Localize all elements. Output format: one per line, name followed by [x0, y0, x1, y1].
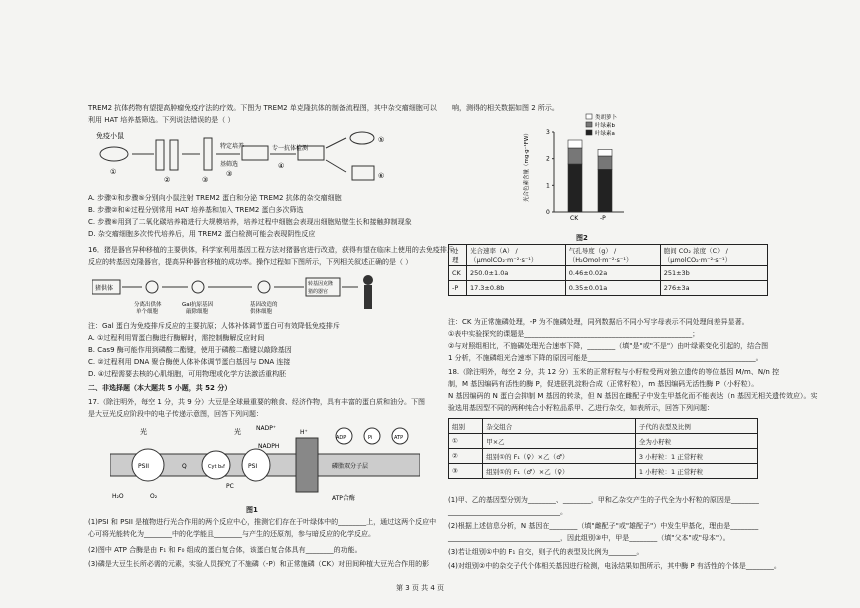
svg-text:特定培养: 特定培养 [220, 143, 245, 150]
svg-text:H₂O: H₂O [112, 493, 124, 500]
page-footer: 第 3 页 共 4 页 [396, 584, 445, 592]
th-gs: 气孔导度（g） /（H₂Omol·m⁻²·s⁻¹） [565, 245, 660, 266]
mouse-label: 免疫小鼠 [96, 132, 124, 140]
x-tick-label: -P [600, 215, 606, 222]
svg-text:NADP⁺: NADP⁺ [256, 425, 276, 432]
svg-text:O₂: O₂ [150, 493, 158, 500]
q18-sub3: (3)若让组别①中的 F₁ 自交，则子代的表型及比例为________。 [448, 548, 644, 556]
svg-text:ADP: ADP [336, 435, 347, 441]
q16-option-a: A. ①过程利用胃蛋白酶进行酶解时，需控制酶解反应时间 [88, 334, 265, 342]
svg-text:供体细胞: 供体细胞 [250, 309, 273, 315]
svg-text:敲除细胞: 敲除细胞 [186, 309, 209, 315]
th-ci: 胞间 CO₂ 浓度（C） /（μmolCO₂·m⁻²·s⁻¹） [660, 245, 767, 266]
pig-organ-figure [92, 270, 382, 316]
svg-text:①: ① [110, 168, 117, 176]
electron-transport-figure [110, 424, 420, 506]
svg-text:猪的器官: 猪的器官 [308, 289, 329, 295]
svg-text:光: 光 [140, 428, 147, 436]
svg-text:磷脂双分子层: 磷脂双分子层 [332, 463, 369, 470]
q18-intro-4: 验选用基因型不同的两种纯合小籽粒品系甲、乙进行杂交，如表所示，回答下列问题： [448, 404, 714, 412]
legend-swatch [586, 114, 592, 119]
svg-text:单个细胞: 单个细胞 [136, 309, 159, 315]
q18-sub2-line2: ________________________________，因此组别③中，甲是________（填"父本"或"母本"）。 [448, 534, 730, 542]
svg-text:基筛选: 基筛选 [220, 161, 239, 168]
q16-intro-1: 16．猪是器官异种移植的主要供体，科学家利用基因工程方法对猪器官进行改造，获得有望在临床上使用的去免疫排斥 [88, 246, 454, 254]
legend-swatch [586, 130, 592, 135]
q17-sub1-line1: (1)PSI 和 PSII 是植物进行光合作用的两个反应中心，推测它们存在于叶绿体中的________上，通过这两个反应中 [88, 518, 437, 526]
table-row: -P 17.3±0.8b 0.35±0.01a 276±3a [449, 281, 768, 296]
q16-option-b: B. Cas9 酶可能作用到磷酸二酯键，使用于磷酸二酯键以敲除基因 [88, 346, 292, 354]
legend-label: 叶绿素a [595, 131, 615, 137]
y-tick-label: 0 [546, 209, 550, 216]
bar-叶绿素b [568, 148, 582, 164]
th-treatment: 处理 [449, 245, 467, 266]
svg-text:光: 光 [234, 428, 241, 436]
y-tick-label: 2 [546, 155, 550, 163]
svg-text:⑥: ⑥ [378, 172, 385, 180]
svg-text:NADPH: NADPH [258, 443, 280, 450]
q17-rest-2: ②与对照组相比，不施磷处理光合速率下降，________（填"是"或"不是"）由叶绿素变化引起的，结合图 [448, 342, 769, 350]
section-title: 二、非选择题（本大题共 5 小题，共 52 分） [88, 384, 232, 392]
th-rate: 光合速率（A） /（μmolCO₂·m⁻²·s⁻¹） [466, 245, 565, 266]
q15-intro-2: 利用 HAT 培养基筛选。下列说法错误的是（ ） [88, 116, 235, 124]
svg-text:分离出供体: 分离出供体 [134, 302, 162, 308]
svg-text:②: ② [164, 176, 171, 184]
svg-text:Pi: Pi [368, 435, 373, 441]
q15-option-d: D. 杂交瘤细胞多次传代培养后，用 TREM2 蛋白检测可能会表现阴性反应 [88, 230, 316, 238]
bar-类胡萝卜 [598, 149, 612, 156]
q18-sub1-line1: (1)甲、乙的基因型分别为________、________，甲和乙杂交产生的子代全为小籽粒的原因是________ [448, 496, 759, 504]
legend-swatch [586, 122, 592, 127]
y-tick-label: 3 [546, 129, 550, 136]
x-tick-label: CK [570, 215, 579, 222]
svg-text:H⁺: H⁺ [300, 429, 308, 436]
q16-option-c: C. ②过程利用 DNA 聚合酶使人体补体调节蛋白基因与 DNA 连接 [88, 358, 291, 366]
q15-option-a: A. 步骤①和步骤⑤分别向小鼠注射 TREM2 蛋白和分泌 TREM2 抗体的杂交瘤细胞 [88, 194, 342, 202]
svg-text:Q: Q [182, 463, 187, 470]
q17-sub1-line2: 心可将光能转化为________中的化学能且________与产生的还原剂，参与暗反应的化学反应。 [88, 530, 375, 538]
svg-text:ATP: ATP [394, 435, 404, 441]
q17-sub2: (2)图中 ATP 合酶是由 F₁ 和 F₀ 组成的蛋白复合体，该蛋白复合体具有________的功能。 [88, 546, 362, 554]
table-row: CK 250.0±1.0a 0.46±0.02a 251±3b [449, 266, 768, 281]
svg-text:Cyt b₆f: Cyt b₆f [208, 464, 225, 470]
fig2-caption: 图2 [576, 234, 588, 242]
cross-table: 组别 杂交组合 子代的表型及比例 ① 甲×乙 全为小籽粒 ② 组别①的 F₁（♀）×乙（♂） 3 小籽粒：1 正常籽粒 ③ 组别①的 F₁（♂）×乙（♀） 1 小籽粒：1 正常籽粒 [448, 418, 758, 479]
q17-rest-1: ①表中实验探究的课题是________________________________________________； [448, 330, 700, 338]
table-row: ① 甲×乙 全为小籽粒 [449, 434, 758, 449]
y-axis-label: 光合色素含量（mg·g⁻¹FW） [524, 130, 530, 202]
q15-option-b: B. 步骤②和④过程分别常用 HAT 培养基和加入 TREM2 蛋白多次筛选 [88, 206, 304, 214]
bar-叶绿素a [568, 164, 582, 212]
svg-text:转基因克隆: 转基因克隆 [308, 281, 334, 287]
q16-note: 注：Gal 蛋白为免疫排斥反应的主要抗原；人体补体调节蛋白可有效降低免疫排斥 [88, 322, 340, 330]
fig1-caption: 图1 [246, 506, 258, 514]
monoclonal-flow-figure [92, 128, 392, 190]
q17-intro-1: 17.（除注明外，每空 1 分，共 9 分）大豆是全球最重要的粮食、经济作物，具有丰富的蛋白质和油分。下图 [88, 398, 425, 406]
pigment-bar-chart [520, 112, 640, 232]
q17-intro-2: 是大豆光反应阶段中的电子传递示意图，回答下列问题： [88, 410, 263, 418]
q18-intro-2: 制，M 基因编码有活性的酶 P，促进胚乳淀粉合成（正常籽粒），m 基因编码无活性酶 P（小籽粒）。 [448, 380, 759, 388]
svg-text:猪供体: 猪供体 [95, 285, 114, 292]
q18-sub4: (4)对组别②中的杂交子代个体相关基因进行检测，电泳结果如图所示，其中酶 P 有活性的个体是________。 [448, 562, 781, 570]
svg-text:基因改造的: 基因改造的 [250, 302, 278, 308]
q18-intro-1: 18.（除注明外，每空 2 分，共 12 分）玉米的正常籽粒与小籽粒受两对独立遗传的等位基因 M/m、N/n 控 [448, 368, 780, 376]
svg-text:专一抗体检测: 专一抗体检测 [272, 145, 309, 152]
q18-sub1-line2: ________________________________。 [448, 508, 567, 516]
q16-intro-2: 反应的转基因克隆器官，提高异种器官移植的成功率。操作过程如下图所示，下列相关叙述正确的是（ ） [88, 258, 413, 266]
bar-叶绿素b [598, 156, 612, 169]
table-row: ② 组别①的 F₁（♀）×乙（♂） 3 小籽粒：1 正常籽粒 [449, 449, 758, 464]
legend-label: 类胡萝卜 [595, 115, 618, 121]
table-row: ③ 组别①的 F₁（♂）×乙（♀） 1 小籽粒：1 正常籽粒 [449, 464, 758, 479]
bar-叶绿素a [598, 169, 612, 212]
q16-option-d: D. ④过程需要去核的心肌细胞，可用物理或化学方法激活重构胚 [88, 370, 287, 378]
svg-text:③: ③ [226, 170, 233, 178]
q17-sub3: (3)磷是大豆生长所必需的元素，实验人员探究了不施磷（-P）和正常施磷（CK）对田间种植大豆光合作用的影 [88, 560, 430, 568]
svg-text:③: ③ [202, 176, 209, 184]
q15-intro-1: TREM2 抗体药物有望提高肿瘤免疫疗法的疗效。下图为 TREM2 单克隆抗体的制备流程图，其中杂交瘤细胞可以 [88, 104, 437, 112]
svg-text:Gal抗原基因: Gal抗原基因 [182, 302, 214, 308]
y-tick-label: 1 [546, 182, 550, 190]
q18-sub2-line1: (2)根据上述信息分析，N 基因在________（填"雌配子"或"雄配子"）中发生甲基化，理由是________ [448, 522, 759, 530]
q17-rest-3: 1 分析，不施磷组光合速率下降的原因可能是________________________________________________。 [448, 354, 763, 362]
bar-类胡萝卜 [568, 140, 582, 148]
table-note: 注：CK 为正常施磷处理，-P 为不施磷处理，同列数据后不同小写字母表示不同处理间差异显著。 [448, 318, 749, 326]
q15-option-c: C. 步骤⑥用到了二氧化碳培养箱进行大规模培养，培养过程中细胞会表现出细胞贴壁生长和接触抑制现象 [88, 218, 412, 226]
svg-text:PSII: PSII [138, 463, 149, 470]
svg-text:④: ④ [278, 162, 285, 170]
legend-label: 叶绿素b [595, 123, 615, 129]
svg-text:PC: PC [226, 483, 234, 490]
photosynthesis-table [448, 244, 768, 296]
svg-text:⑤: ⑤ [378, 136, 385, 144]
svg-text:ATP合酶: ATP合酶 [332, 495, 355, 502]
q17-top-line: 响，测得的相关数据如图 2 所示。 [452, 104, 559, 112]
q18-intro-3: N 基因编码的 N 蛋白会抑制 M 基因的转录，但 N 基因在雌配子中发生甲基化而不能表达（n 基因无相关遗传效应）。实 [448, 392, 818, 400]
svg-text:PSI: PSI [248, 463, 258, 470]
